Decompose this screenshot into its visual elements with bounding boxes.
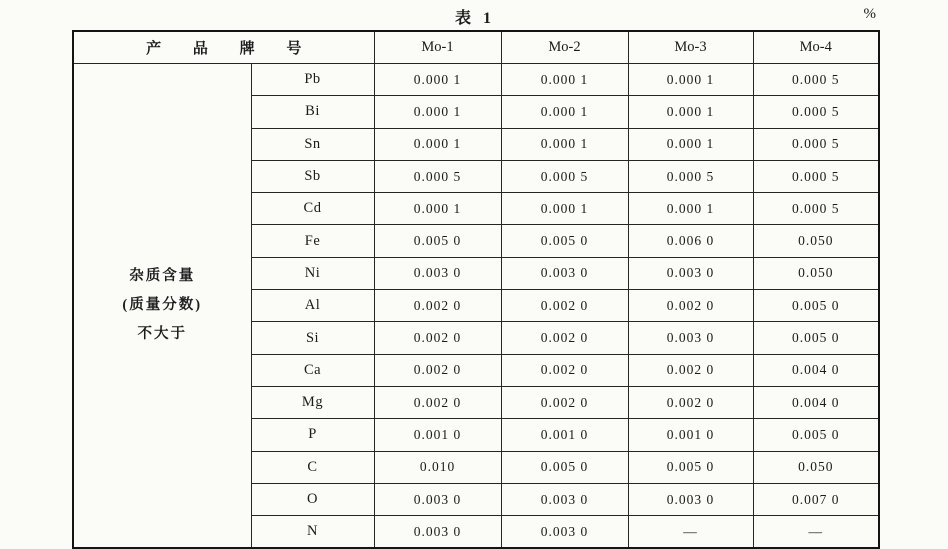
element-cell: O (251, 483, 374, 515)
value-cell: 0.000 5 (753, 193, 879, 225)
row-group-label (73, 64, 251, 549)
value-cell: 0.005 0 (374, 225, 501, 257)
col-header-mo-1: Mo-1 (374, 31, 501, 64)
row-group-label-line: 不大于 (137, 326, 187, 343)
value-cell: 0.002 0 (374, 354, 501, 386)
value-cell: 0.005 0 (753, 290, 879, 322)
value-cell: 0.000 1 (628, 64, 753, 96)
value-cell: 0.000 1 (374, 64, 501, 96)
element-cell: C (251, 451, 374, 483)
value-cell: 0.003 0 (374, 257, 501, 289)
element-cell: Fe (251, 225, 374, 257)
value-cell: 0.002 0 (628, 386, 753, 418)
value-cell: 0.005 0 (501, 225, 628, 257)
value-cell: 0.050 (753, 451, 879, 483)
element-cell: N (251, 516, 374, 549)
value-cell: 0.000 5 (628, 160, 753, 192)
value-cell: 0.000 1 (501, 96, 628, 128)
value-cell: 0.006 0 (628, 225, 753, 257)
value-cell: 0.000 1 (374, 96, 501, 128)
table-caption (72, 3, 878, 27)
element-cell: P (251, 419, 374, 451)
value-cell: 0.003 0 (501, 257, 628, 289)
value-cell: 0.002 0 (374, 290, 501, 322)
value-cell: 0.002 0 (501, 354, 628, 386)
value-cell: 0.002 0 (501, 322, 628, 354)
value-cell: 0.004 0 (753, 386, 879, 418)
col-header-mo-3: Mo-3 (628, 31, 753, 64)
value-cell: 0.000 5 (753, 128, 879, 160)
value-cell: 0.000 1 (628, 193, 753, 225)
value-cell: 0.003 0 (628, 322, 753, 354)
value-cell: 0.002 0 (501, 290, 628, 322)
value-cell: 0.002 0 (374, 322, 501, 354)
value-cell: 0.000 1 (374, 128, 501, 160)
value-cell: 0.000 1 (628, 96, 753, 128)
value-cell: 0.050 (753, 225, 879, 257)
col-header-product-grade: 产 品 牌 号 (73, 31, 374, 64)
element-cell: Pb (251, 64, 374, 96)
table-title: 表 1 (454, 10, 495, 27)
element-cell: Si (251, 322, 374, 354)
value-cell: 0.003 0 (374, 483, 501, 515)
value-cell: 0.001 0 (374, 419, 501, 451)
element-cell: Al (251, 290, 374, 322)
value-cell: 0.000 5 (753, 96, 879, 128)
element-cell: Bi (251, 96, 374, 128)
value-cell: 0.004 0 (753, 354, 879, 386)
value-cell: 0.002 0 (628, 354, 753, 386)
value-cell: 0.005 0 (753, 419, 879, 451)
value-cell: 0.003 0 (501, 483, 628, 515)
element-cell: Cd (251, 193, 374, 225)
value-cell: 0.000 1 (501, 193, 628, 225)
table-row (73, 64, 879, 96)
row-group-label-line: 杂质含量 (129, 268, 196, 285)
value-cell: 0.007 0 (753, 483, 879, 515)
row-group-label-line: (质量分数) (122, 297, 203, 314)
value-cell: 0.000 5 (501, 160, 628, 192)
value-cell: 0.000 1 (501, 64, 628, 96)
element-cell: Ca (251, 354, 374, 386)
value-cell: 0.003 0 (628, 257, 753, 289)
unit-percent: % (863, 6, 876, 22)
value-cell: 0.003 0 (501, 516, 628, 549)
value-cell: 0.010 (374, 451, 501, 483)
value-cell: 0.001 0 (501, 419, 628, 451)
value-cell: 0.005 0 (753, 322, 879, 354)
value-cell: 0.003 0 (628, 483, 753, 515)
table-body (73, 64, 879, 549)
value-cell: 0.002 0 (628, 290, 753, 322)
element-cell: Mg (251, 386, 374, 418)
value-cell: 0.002 0 (501, 386, 628, 418)
value-cell: 0.000 1 (628, 128, 753, 160)
value-cell: 0.000 5 (753, 64, 879, 96)
impurity-table (72, 30, 880, 549)
value-cell: 0.002 0 (374, 386, 501, 418)
element-cell: Sn (251, 128, 374, 160)
value-cell: 0.005 0 (501, 451, 628, 483)
value-cell: 0.000 5 (753, 160, 879, 192)
value-cell: 0.050 (753, 257, 879, 289)
value-cell: 0.001 0 (628, 419, 753, 451)
element-cell: Ni (251, 257, 374, 289)
element-cell: Sb (251, 160, 374, 192)
value-cell: — (628, 516, 753, 549)
value-cell: — (753, 516, 879, 549)
header-row (73, 31, 879, 64)
value-cell: 0.003 0 (374, 516, 501, 549)
value-cell: 0.000 5 (374, 160, 501, 192)
value-cell: 0.005 0 (628, 451, 753, 483)
col-header-mo-4: Mo-4 (753, 31, 879, 64)
value-cell: 0.000 1 (374, 193, 501, 225)
value-cell: 0.000 1 (501, 128, 628, 160)
col-header-mo-2: Mo-2 (501, 31, 628, 64)
